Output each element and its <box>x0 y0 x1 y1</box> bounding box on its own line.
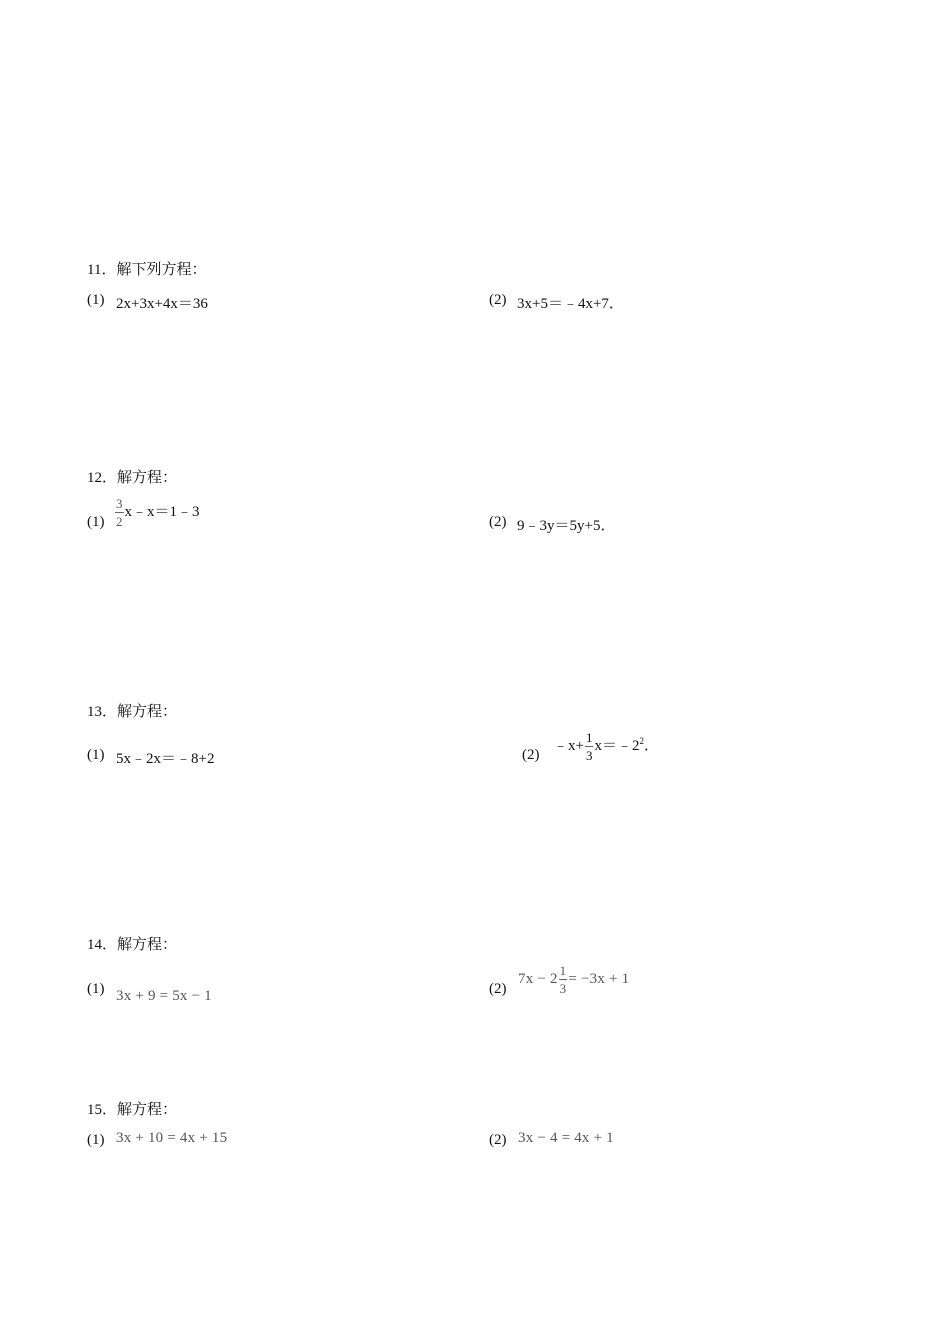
q12-part1-fraction <box>115 497 124 528</box>
q12-part1-fraction-denominator: 2 <box>116 514 123 529</box>
q13-part2-fraction-denominator: 3 <box>585 748 593 763</box>
q14-part2-pre: 7x − 2 <box>518 970 558 987</box>
q12-part1-equation <box>114 497 200 528</box>
q14-part2-post: = −3x + 1 <box>568 970 630 987</box>
q13-title: 13．解方程： <box>87 704 178 720</box>
q13-part2-exponent: 2 <box>639 735 644 746</box>
q15-title: 15．解方程： <box>87 1102 178 1118</box>
q14-title: 14．解方程： <box>87 937 178 953</box>
q12-part1-rest: x﹣x＝1﹣3 <box>124 503 200 520</box>
q14-part2-fraction-denominator: 3 <box>559 981 567 996</box>
q13-part2-equation <box>553 731 659 762</box>
q15-part2-label: (2) <box>489 1132 507 1148</box>
q13-part2-fraction <box>585 731 594 762</box>
q11-part2-label: (2) <box>489 292 507 308</box>
q11-title: 11．解下列方程： <box>87 262 207 278</box>
q15-part1-equation: 3x + 10 = 4x + 15 <box>116 1130 228 1146</box>
q14-part2-equation <box>518 964 629 995</box>
q14-part2-label: (2) <box>489 981 507 997</box>
q12-part2-equation: 9﹣3y＝5y+5． <box>517 518 616 534</box>
q12-title: 12．解方程： <box>87 470 178 486</box>
q12-part1-fraction-numerator: 3 <box>116 496 123 511</box>
q13-part1-equation: 5x﹣2x＝﹣8+2 <box>116 751 215 767</box>
q14-part2-fraction-numerator: 1 <box>559 963 567 978</box>
q12-part2-label: (2) <box>489 514 507 530</box>
q13-part2-label: (2) <box>522 747 540 763</box>
q11-part2-equation: 3x+5＝﹣4x+7． <box>517 296 624 312</box>
q14-part2-fraction <box>559 964 568 995</box>
q13-part2-post: x＝﹣2 <box>594 737 640 754</box>
q15-part2-equation: 3x − 4 = 4x + 1 <box>518 1130 614 1146</box>
q13-part1-label: (1) <box>87 747 105 763</box>
q11-part1-equation: 2x+3x+4x＝36 <box>116 296 208 312</box>
q14-part1-equation: 3x + 9 = 5x − 1 <box>116 988 212 1004</box>
q13-part2-end: ． <box>643 737 659 754</box>
q11-part1-label: (1) <box>87 292 105 308</box>
q15-part1-label: (1) <box>87 1132 105 1148</box>
q12-part1-label: (1) <box>87 514 105 530</box>
q13-part2-fraction-numerator: 1 <box>585 730 593 745</box>
q14-part1-label: (1) <box>87 981 105 997</box>
q13-part2-pre: ﹣x+ <box>553 737 584 754</box>
